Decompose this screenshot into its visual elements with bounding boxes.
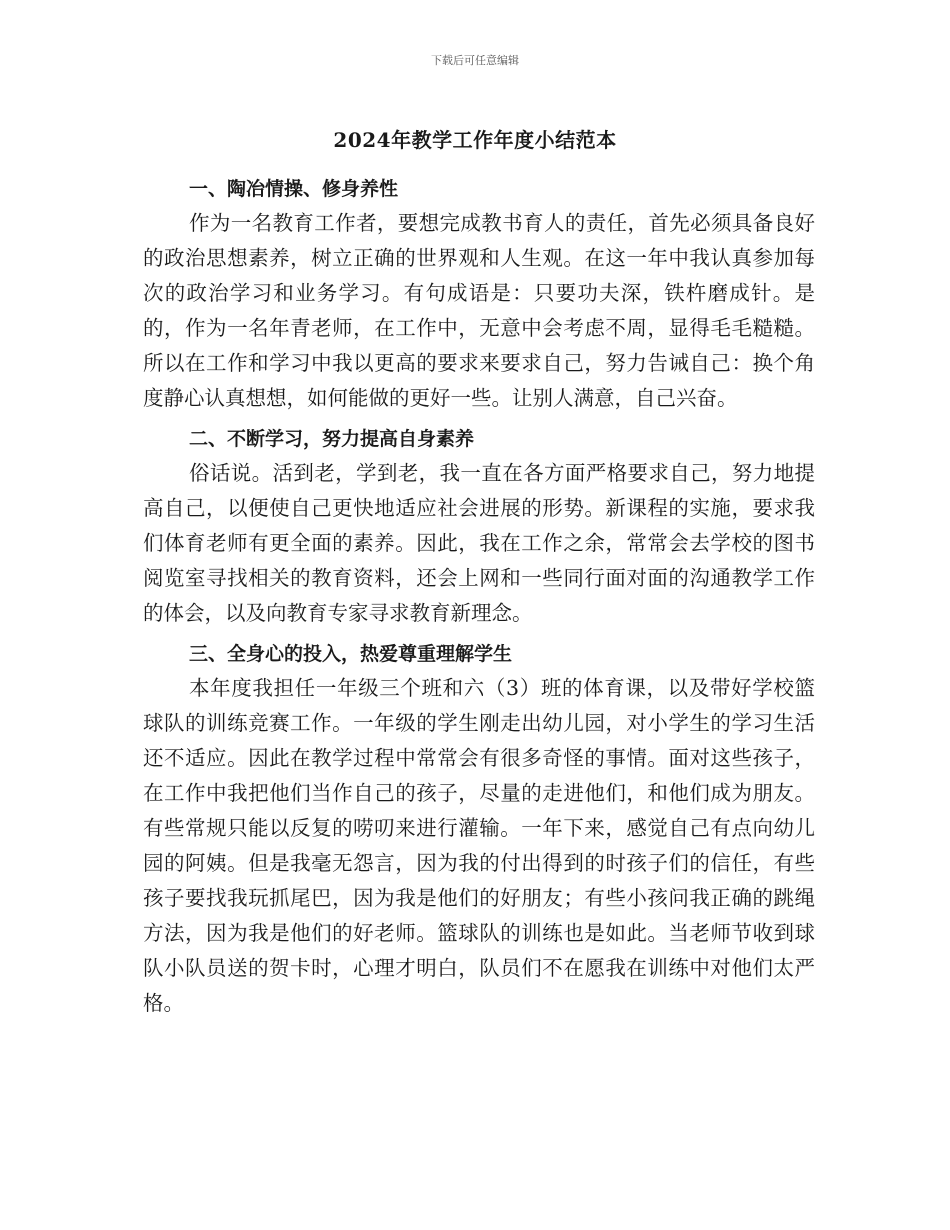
section-paragraph-2: 俗话说。活到老，学到老，我一直在各方面严格要求自己，努力地提高自己，以便使自己更快地适应社会进展的形势。新课程的实施，要求我们体育老师有更全面的素养。因此，我在工作之余，常常会去学校的图书阅览室寻找相关的教育资料，还会上网和一些同行面对面的沟通教学工作的体会，以及向教育专家寻求教育新理念。 bbox=[143, 461, 815, 625]
document-body bbox=[143, 170, 815, 1021]
section-heading-1: 一、陶冶情操、修身养性 bbox=[189, 178, 399, 200]
page-header-note: 下载后可任意编辑 bbox=[431, 54, 519, 67]
section-heading-2: 二、不断学习，努力提高自身素养 bbox=[189, 428, 475, 450]
section-paragraph-1: 作为一名教育工作者，要想完成教书育人的责任，首先必须具备良好的政治思想素养，树立正确的世界观和人生观。在这一年中我认真参加每次的政治学习和业务学习。有句成语是：只要功夫深，铁杵磨成针。是的，作为一名年青老师，在工作中，无意中会考虑不周，显得毛毛糙糙。所以在工作和学习中我以更高的要求来要求自己，努力告诫自己：换个角度静心认真想想，如何能做的更好一些。让别人满意，自己兴奋。 bbox=[143, 211, 815, 410]
document-title: 2024年教学工作年度小结范本 bbox=[333, 128, 617, 152]
section-heading-3: 三、全身心的投入，热爱尊重理解学生 bbox=[189, 643, 513, 665]
section-paragraph-3: 本年度我担任一年级三个班和六（3）班的体育课，以及带好学校篮球队的训练竞赛工作。一年级的学生刚走出幼儿园，对小学生的学习生活还不适应。因此在教学过程中常常会有很多奇怪的事情。面对这些孩子，在工作中我把他们当作自己的孩子，尽量的走进他们，和他们成为朋友。有些常规只能以反复的唠叨来进行灌输。一年下来，感觉自己有点向幼儿园的阿姨。但是我毫无怨言，因为我的付出得到的时孩子们的信任，有些孩子要找我玩抓尾巴，因为我是他们的好朋友；有些小孩问我正确的跳绳方法，因为我是他们的好老师。篮球队的训练也是如此。当老师节收到球队小队员送的贺卡时，心理才明白，队员们不在愿我在训练中对他们太严格。 bbox=[143, 676, 815, 1015]
